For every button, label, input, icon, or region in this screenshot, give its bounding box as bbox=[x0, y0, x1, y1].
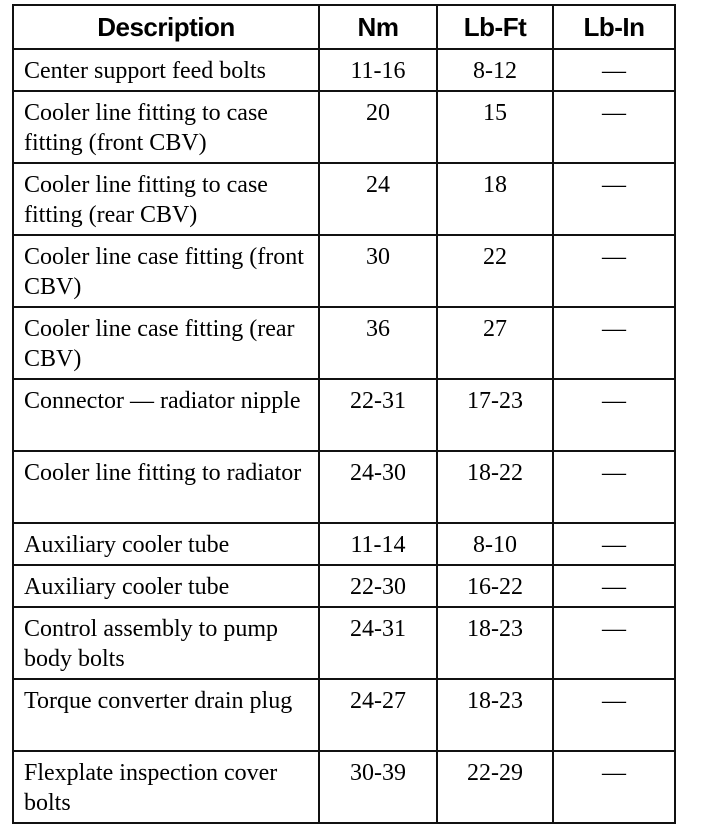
cell-description: Flexplate inspection cover bolts bbox=[13, 751, 319, 823]
cell-description: Cooler line fitting to radiator bbox=[13, 451, 319, 523]
cell-lb-ft: 18-23 bbox=[437, 607, 553, 679]
cell-description: Cooler line fitting to case fitting (rear CBV) bbox=[13, 163, 319, 235]
cell-lb-ft: 16-22 bbox=[437, 565, 553, 607]
header-description: Description bbox=[13, 5, 319, 49]
cell-lb-ft: 22 bbox=[437, 235, 553, 307]
cell-lb-ft: 8-10 bbox=[437, 523, 553, 565]
cell-nm: 24-30 bbox=[319, 451, 437, 523]
cell-lb-ft: 8-12 bbox=[437, 49, 553, 91]
header-lb-ft: Lb-Ft bbox=[437, 5, 553, 49]
cell-nm: 22-31 bbox=[319, 379, 437, 451]
table-row bbox=[13, 751, 675, 823]
cell-lb-in: — bbox=[553, 751, 675, 823]
cell-nm: 36 bbox=[319, 307, 437, 379]
cell-lb-ft: 18-23 bbox=[437, 679, 553, 751]
header-lb-in: Lb-In bbox=[553, 5, 675, 49]
cell-nm: 30-39 bbox=[319, 751, 437, 823]
cell-lb-in: — bbox=[553, 565, 675, 607]
table-row bbox=[13, 163, 675, 235]
cell-nm: 30 bbox=[319, 235, 437, 307]
cell-lb-ft: 18-22 bbox=[437, 451, 553, 523]
cell-description: Cooler line case fitting (rear CBV) bbox=[13, 307, 319, 379]
cell-lb-in: — bbox=[553, 235, 675, 307]
cell-description: Connector — radiator nipple bbox=[13, 379, 319, 451]
torque-specification-table bbox=[12, 4, 676, 824]
table-row bbox=[13, 451, 675, 523]
cell-description: Center support feed bolts bbox=[13, 49, 319, 91]
cell-lb-in: — bbox=[553, 451, 675, 523]
table-row bbox=[13, 49, 675, 91]
cell-description: Cooler line fitting to case fitting (front CBV) bbox=[13, 91, 319, 163]
cell-lb-ft: 22-29 bbox=[437, 751, 553, 823]
cell-nm: 22-30 bbox=[319, 565, 437, 607]
cell-nm: 20 bbox=[319, 91, 437, 163]
table-row bbox=[13, 307, 675, 379]
cell-lb-in: — bbox=[553, 49, 675, 91]
cell-lb-in: — bbox=[553, 163, 675, 235]
cell-description: Torque converter drain plug bbox=[13, 679, 319, 751]
table-row bbox=[13, 91, 675, 163]
table-row bbox=[13, 379, 675, 451]
cell-description: Auxiliary cooler tube bbox=[13, 565, 319, 607]
cell-description: Cooler line case fitting (front CBV) bbox=[13, 235, 319, 307]
table-header-row bbox=[13, 5, 675, 49]
table-row bbox=[13, 565, 675, 607]
header-nm: Nm bbox=[319, 5, 437, 49]
cell-nm: 24-31 bbox=[319, 607, 437, 679]
table-row bbox=[13, 523, 675, 565]
cell-lb-in: — bbox=[553, 307, 675, 379]
cell-lb-ft: 15 bbox=[437, 91, 553, 163]
cell-lb-in: — bbox=[553, 379, 675, 451]
cell-lb-in: — bbox=[553, 91, 675, 163]
cell-nm: 24 bbox=[319, 163, 437, 235]
cell-lb-in: — bbox=[553, 679, 675, 751]
table-row bbox=[13, 679, 675, 751]
cell-nm: 24-27 bbox=[319, 679, 437, 751]
cell-nm: 11-16 bbox=[319, 49, 437, 91]
table-row bbox=[13, 607, 675, 679]
cell-lb-ft: 27 bbox=[437, 307, 553, 379]
cell-lb-in: — bbox=[553, 523, 675, 565]
table-row bbox=[13, 235, 675, 307]
cell-lb-in: — bbox=[553, 607, 675, 679]
cell-description: Control assembly to pump body bolts bbox=[13, 607, 319, 679]
cell-description: Auxiliary cooler tube bbox=[13, 523, 319, 565]
cell-lb-ft: 18 bbox=[437, 163, 553, 235]
cell-lb-ft: 17-23 bbox=[437, 379, 553, 451]
cell-nm: 11-14 bbox=[319, 523, 437, 565]
